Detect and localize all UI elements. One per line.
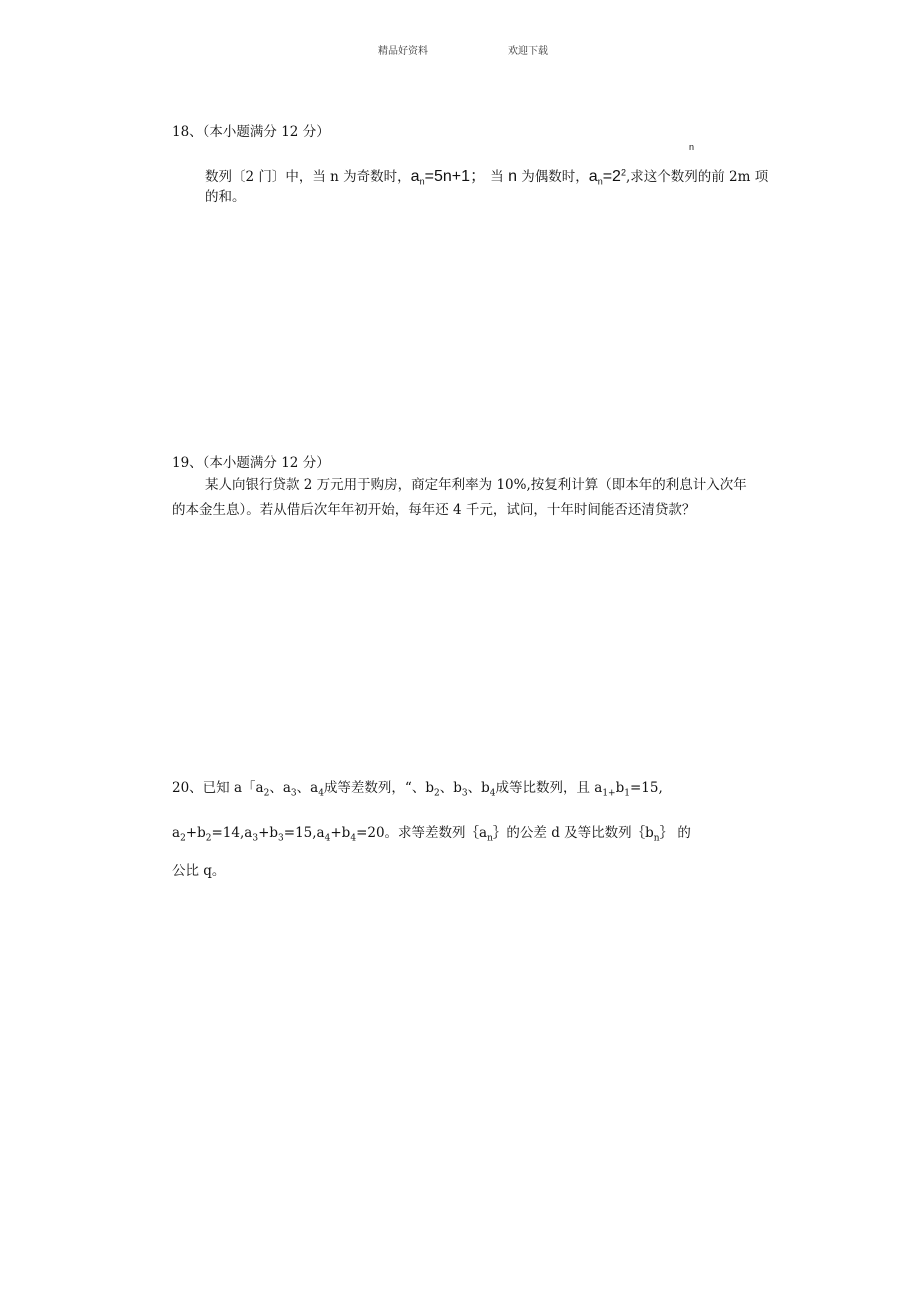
q18-even-exp: 2 [620,167,626,178]
q18-an-sub: n [419,176,425,187]
q20-l1-g-sub: 4 [489,788,496,799]
q20-l1-i: b [615,780,625,796]
q20-l1-b-sub: 2 [263,788,270,799]
q20-l2-d-sub: 3 [278,833,284,844]
q18-an2-symbol: a [588,168,598,185]
q18-line1-d: ,求这个数列的前 2m 项 [625,169,769,185]
q18-even-formula: =2 [602,168,621,185]
q18-title: 18、（本小题满分 12 分） [172,124,330,140]
q20-l2-i: ｝ 的 [659,825,691,841]
q20-l1-d-sub: 4 [318,788,324,799]
q19-line1: 某人向银行贷款 2 万元用于购房，商定年利率为 10%,按复利计算（即本年的利息计入次年 [205,477,747,493]
q20-l1-e-sub: 2 [433,788,440,799]
q20-l2-d: +b [258,825,279,841]
q20-l2-e: =15,a [283,825,325,841]
header-left: 精品好资料 [378,46,428,57]
q20-l1-f: 、b [439,780,462,796]
q18-line1-c: 为偶数时， [521,169,589,185]
q20-l1-c: 、a [269,780,291,796]
q18-odd-formula: =5n+1； [424,168,486,185]
q20-l2-c-sub: 3 [252,833,259,844]
q20-line1 [172,776,663,799]
q20-l1-c-sub: 3 [290,788,297,799]
q20-l2-g-sub: n [487,833,493,844]
q20-l1-e: 成等差数列，“、b [323,780,434,796]
q20-line2 [172,821,691,844]
header-right: 欢迎下载 [508,46,548,57]
q20-l2-f: +b [330,825,351,841]
q20-l1-j: =15, [630,780,663,796]
q20-l1-d: 、a [296,780,319,796]
q20-l1-f-sub: 3 [461,788,468,799]
q18-line1-b: 当 [490,169,504,185]
q18-line2: 的和。 [205,189,246,205]
q20-l2-a: a [172,825,181,841]
q20-l2-b-sub: 2 [205,833,212,844]
q18-n: n [508,168,517,185]
q20-l1-h: 成等比数列，且 a [495,780,603,796]
q20-l2-h: ｝的公差 d 及等比数列｛b [492,825,654,841]
q18-an2-sub: n [597,176,603,187]
q20-l2-f-sub: 4 [350,833,357,844]
q18-an-symbol: a [410,168,420,185]
q19-title: 19、（本小题满分 12 分） [172,455,330,471]
q20-l2-c: =14,a [211,825,253,841]
q19-line2: 的本金生息）。若从借后次年年初开始，每年还 4 千元，试问，十年时间能否还清贷款？ [172,502,696,518]
q20-l2-a-sub: 2 [180,833,186,844]
q20-l2-g: =20。求等差数列｛a [356,825,488,841]
q20-l2-e-sub: 4 [324,833,331,844]
q20-l2-h-sub: n [653,833,660,844]
q20-l1-i-sub: 1 [624,788,630,799]
q20-l1-b: 「a [242,780,264,796]
q18-stray-n: n [689,142,695,152]
q20-l1-a: 20、已知 a [172,780,243,796]
q18-line1 [205,163,768,187]
q20-l1-h-sub: 1+ [602,788,616,799]
q18-line1-a: 数列〔2 门〕中，当 n 为奇数时， [205,169,411,185]
q20-l1-g: 、b [467,780,490,796]
q20-line3: 公比 q。 [172,863,226,879]
q20-l2-b: +b [185,825,206,841]
